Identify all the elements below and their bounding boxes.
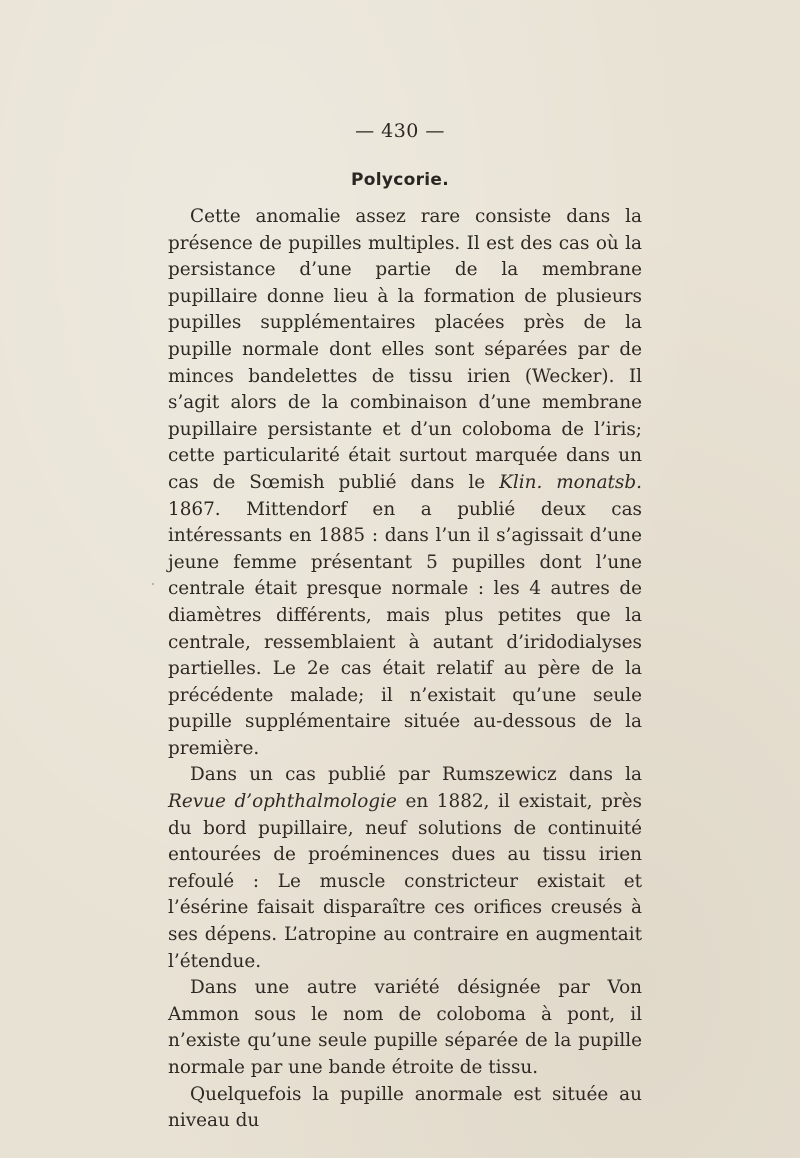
- text-segment: Dans une autre variété désignée par Von Ammon sous le nom de coloboma à pont, il n’existe qu’une seule pupille séparée de la pupille normale par une bande étroite de tissu.: [168, 977, 642, 1078]
- text-segment: en 1882, il existait, près du bord pupillaire, neuf solutions de continuité entourées de proéminences dues au tissu irien refoulé : Le muscle constricteur existait et l’ésérine faisait disparaître ces orifices creusés à ses dépens. L’atropine au contraire en augmentait l’étendue.: [168, 791, 642, 972]
- journal-title-revue-ophthalmologie: Revue d’ophthalmologie: [168, 791, 397, 813]
- paper-speck: [152, 583, 154, 585]
- paragraph: [168, 762, 642, 975]
- page-number: — 430 —: [355, 120, 445, 142]
- text-segment: Quelquefois la pupille anormale est située au niveau du: [168, 1083, 642, 1132]
- journal-title-klin-monatsb: Klin. monatsb.: [499, 471, 642, 493]
- text-segment: Dans un cas publié par Rumszewicz dans la: [190, 764, 642, 786]
- text-segment: 1867. Mittendorf en a publié deux cas intéressants en 1885 : dans l’un il s’agissait d’une jeune femme présentant 5 pupilles dont l’une centrale était presque normale : les 4 autres de diamètres différents, mais plus petites que la centrale, ressemblaient à autant d’iridodialyses partielles. Le 2e cas était relatif au père de la précédente malade; il n’existait qu’une seule pupille supplémentaire située au-dessous de la première.: [168, 498, 642, 759]
- text-segment: Cette anomalie assez rare consiste dans la présence de pupilles multiples. Il est des cas où la persistance d’une partie de la membrane pupillaire donne lieu à la formation de plusieurs pupilles supplémentaires placées près de la pupille normale dont elles sont séparées par de minces bandelettes de tissu irien (Wecker). Il s’agit alors de la combinaison d’une membrane pupillaire persistante et d’un coloboma de l’iris; cette particularité était surtout marquée dans un cas de Sœmish publié dans le: [168, 206, 642, 493]
- paper-speck: [496, 1094, 499, 1097]
- section-title: Polycorie.: [350, 170, 449, 190]
- paragraph: [168, 975, 642, 1081]
- paragraph: [168, 204, 642, 762]
- paragraph: [168, 1082, 642, 1135]
- body-text: [168, 204, 642, 1135]
